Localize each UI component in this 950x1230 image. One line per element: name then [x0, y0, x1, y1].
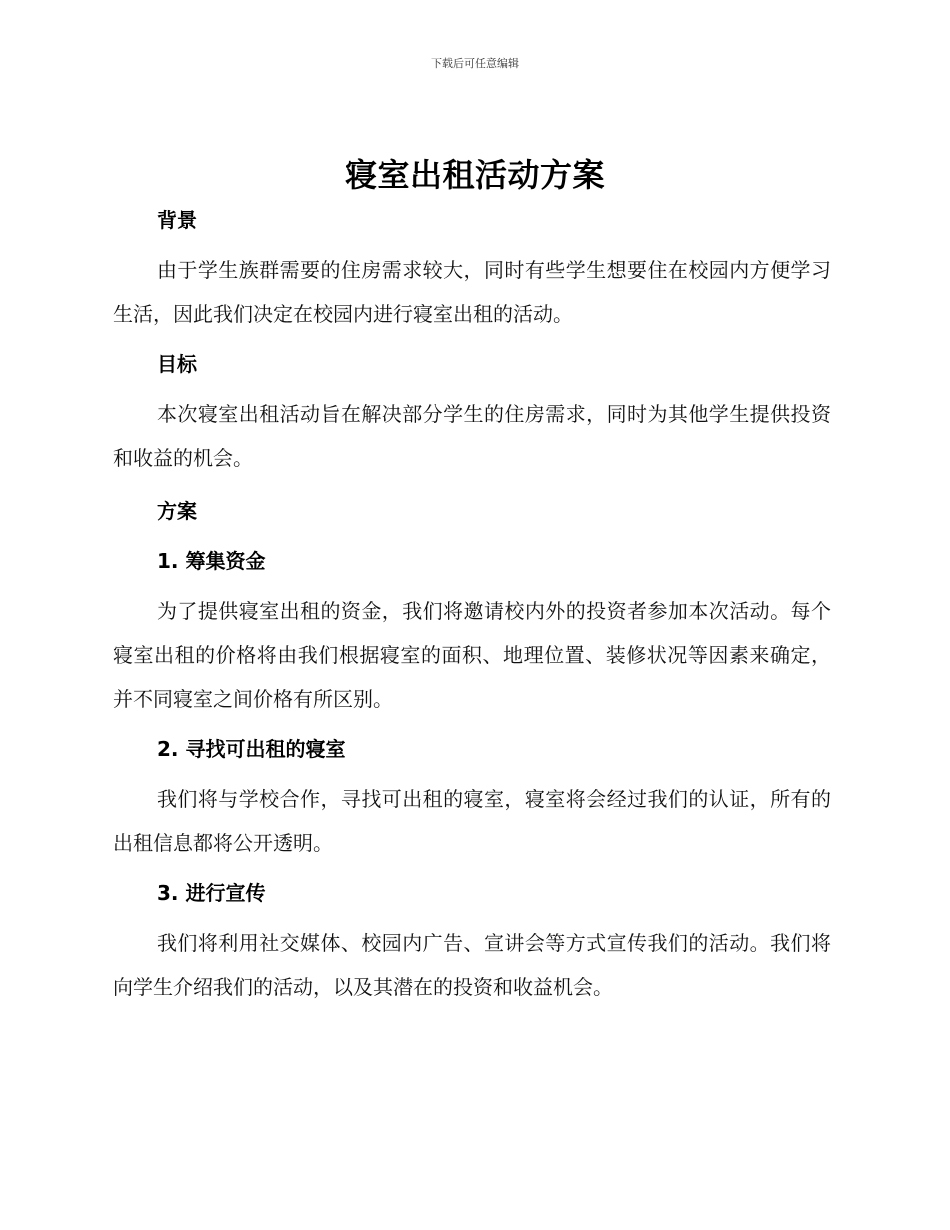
plan-item-heading: 3. 进行宣传: [157, 881, 266, 905]
plan-item-text: 我们将利用社交媒体、校园内广告、宣讲会等方式宣传我们的活动。我们将向学生介绍我们的活动，以及其潜在的投资和收益机会。: [113, 931, 831, 999]
plan-item-heading: 2. 寻找可出租的寝室: [157, 737, 346, 761]
plan-item-heading: 1. 筹集资金: [157, 549, 266, 573]
page-header-note: 下载后可任意编辑: [431, 57, 519, 70]
section-heading-goal: 目标: [157, 352, 197, 376]
section-text-background: 由于学生族群需要的住房需求较大，同时有些学生想要住在校园内方便学习生活，因此我们决定在校园内进行寝室出租的活动。: [113, 258, 831, 326]
section-text-goal: 本次寝室出租活动旨在解决部分学生的住房需求，同时为其他学生提供投资和收益的机会。: [113, 402, 831, 470]
section-heading-plan: 方案: [157, 499, 197, 523]
plan-item-text: 为了提供寝室出租的资金，我们将邀请校内外的投资者参加本次活动。每个寝室出租的价格将由我们根据寝室的面积、地理位置、装修状况等因素来确定，并不同寝室之间价格有所区别。: [113, 599, 831, 711]
document-title: 寝室出租活动方案: [344, 156, 605, 194]
plan-item-text: 我们将与学校合作，寻找可出租的寝室，寝室将会经过我们的认证，所有的出租信息都将公开透明。: [113, 787, 831, 855]
section-heading-background: 背景: [157, 208, 197, 232]
document-body: [113, 198, 831, 1009]
